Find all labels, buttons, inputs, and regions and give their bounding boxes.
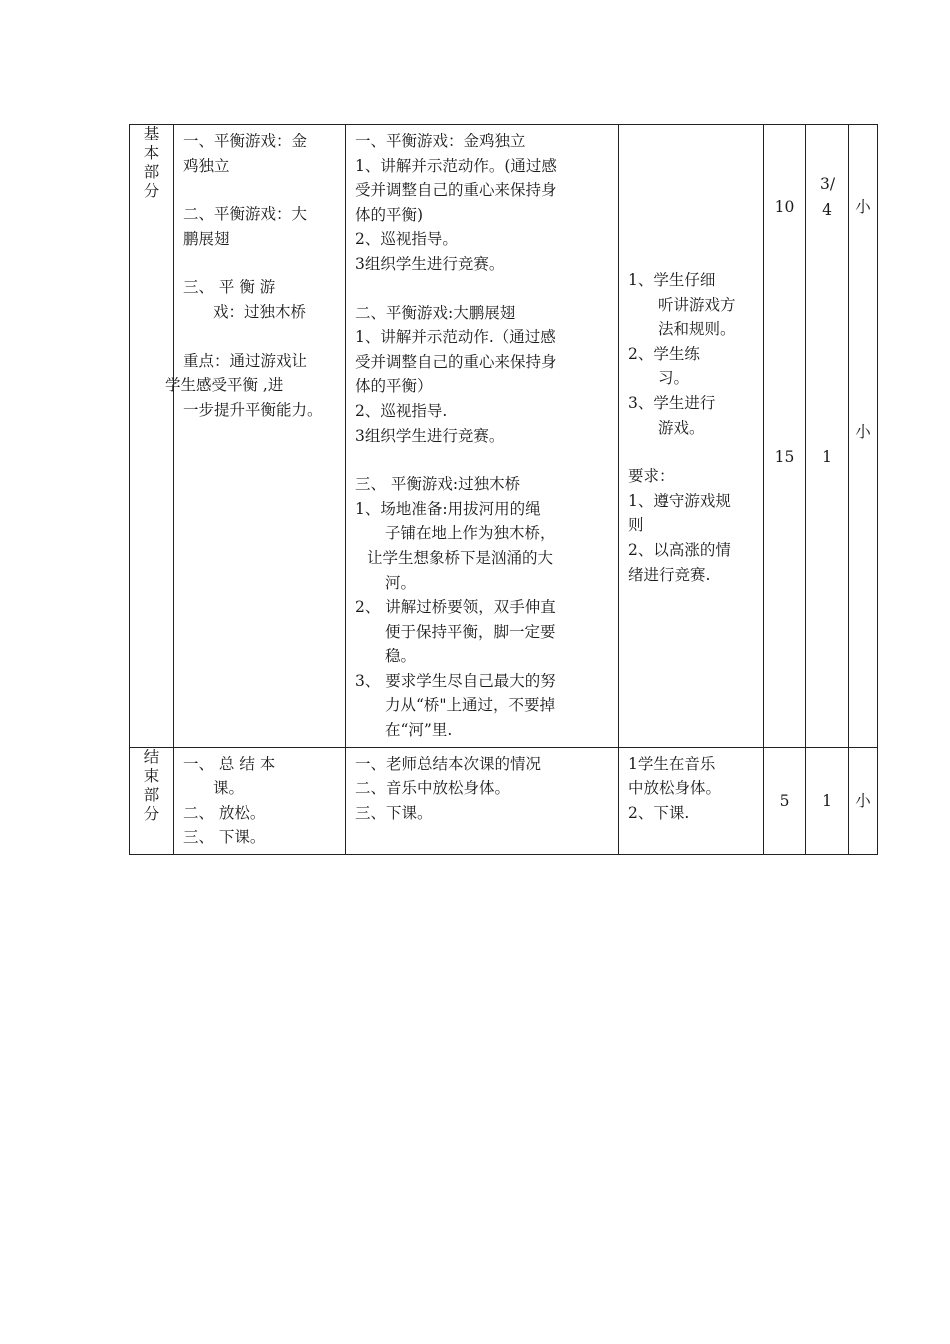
teacher-line: 1、讲解并示范动作.（通过感 (355, 328, 556, 347)
teacher-line: 一、平衡游戏：金鸡独立 (355, 132, 526, 150)
teacher-line: 1、场地准备:用拔河用的绳 (355, 499, 541, 518)
ending-section-cell (130, 747, 174, 854)
teacher-line: 让学生想象桥下是汹涌的大 (367, 548, 554, 567)
basic-section-label: 基本部分 (143, 125, 160, 200)
ending-row (130, 747, 878, 854)
content-line: 课。 (213, 779, 245, 798)
ending-teacher-cell (346, 747, 619, 854)
time-value: 15 (774, 448, 795, 466)
basic-intensity-cell (849, 125, 878, 748)
teacher-line: 子铺在地上作为独木桥， (385, 524, 556, 543)
teacher-line: 二、音乐中放松身体。 (355, 779, 511, 798)
student-line: 1、学生仔细 (628, 271, 716, 289)
teacher-line: 1、讲解并示范动作。(通过感 (355, 156, 557, 175)
basic-time-cell (764, 125, 806, 748)
lesson-plan-table (129, 124, 878, 855)
teacher-line: 三、下课。 (355, 803, 433, 822)
ending-intensity-cell (849, 747, 878, 854)
content-line: 二、 放松。 (183, 803, 266, 822)
ending-section-label: 结束部分 (143, 747, 160, 823)
basic-content-cell (165, 125, 346, 748)
teacher-line: 2、巡视指导. (355, 401, 448, 420)
teacher-line: 便于保持平衡，脚一定要 (385, 622, 556, 641)
count-value: 1 (822, 448, 832, 466)
teacher-line: 2、巡视指导。 (355, 230, 458, 249)
teacher-line: 3组织学生进行竞赛。 (355, 254, 505, 273)
student-line: 则 (628, 516, 644, 535)
count-value: 1 (822, 791, 832, 810)
student-line: 习。 (658, 369, 690, 388)
student-line: 1学生在音乐 (628, 754, 716, 773)
basic-row (130, 125, 878, 748)
student-line: 法和规则。 (658, 320, 736, 339)
content-line: 二、平衡游戏：大 (183, 205, 308, 224)
time-value: 5 (779, 791, 790, 810)
teacher-line: 力从“桥"上通过，不要掉 (385, 696, 556, 715)
teacher-line: 受并调整自己的重心来保持身 (355, 181, 557, 200)
count-value: 3/4 (820, 175, 836, 219)
teacher-line: 河。 (385, 573, 417, 592)
basic-section-cell (130, 125, 174, 748)
teacher-line: 3组织学生进行竞赛。 (355, 426, 505, 445)
teacher-line: 一、老师总结本次课的情况 (355, 754, 542, 773)
content-line: 戏：过独木桥 (213, 302, 307, 321)
teacher-line: 在“河”里. (385, 721, 453, 740)
basic-teacher-cell (346, 125, 619, 748)
intensity-value: 小 (855, 198, 871, 216)
teacher-line: 稳。 (385, 647, 417, 666)
content-line: 三、 平 衡 游 (183, 278, 276, 297)
content-line: 学生感受平衡 ,进 (165, 376, 284, 395)
content-line: 一、平衡游戏：金 (183, 132, 308, 150)
intensity-value: 小 (855, 423, 871, 441)
ending-count-cell (806, 747, 849, 854)
student-line: 要求： (628, 467, 675, 486)
time-value: 10 (774, 198, 795, 216)
student-line: 游戏。 (658, 418, 705, 437)
basic-count-cell (806, 125, 849, 748)
content-line: 三、 下课。 (183, 828, 266, 847)
content-line: 鸡独立 (183, 156, 230, 175)
content-line: 鹏展翅 (183, 229, 230, 248)
teacher-line: 3、 要求学生尽自己最大的努 (355, 671, 556, 690)
student-line: 3、学生进行 (628, 393, 716, 412)
ending-student-cell (619, 747, 764, 854)
ending-content-cell (174, 747, 346, 854)
student-line: 1、遵守游戏规 (628, 491, 731, 510)
intensity-value: 小 (855, 791, 871, 810)
basic-student-cell (619, 125, 764, 748)
student-line: 2、以高涨的情 (628, 540, 731, 559)
teacher-line: 受并调整自己的重心来保持身 (355, 352, 557, 371)
teacher-line: 二、平衡游戏:大鹏展翅 (355, 303, 516, 322)
content-line: 一步提升平衡能力。 (183, 400, 323, 419)
student-line: 听讲游戏方 (658, 295, 736, 314)
teacher-line: 2、 讲解过桥要领，双手伸直 (355, 598, 556, 617)
student-line: 绪进行竞赛. (628, 565, 711, 584)
student-line: 2、学生练 (628, 344, 700, 363)
teacher-line: 体的平衡) (355, 205, 424, 224)
content-line: 重点：通过游戏让 (183, 351, 308, 370)
teacher-line: 体的平衡） (355, 377, 433, 396)
student-line: 2、下课. (628, 803, 690, 822)
content-line: 一、 总 结 本 (183, 754, 276, 773)
ending-time-cell (764, 747, 806, 854)
student-line: 中放松身体。 (628, 779, 722, 798)
teacher-line: 三、 平衡游戏:过独木桥 (355, 475, 521, 494)
